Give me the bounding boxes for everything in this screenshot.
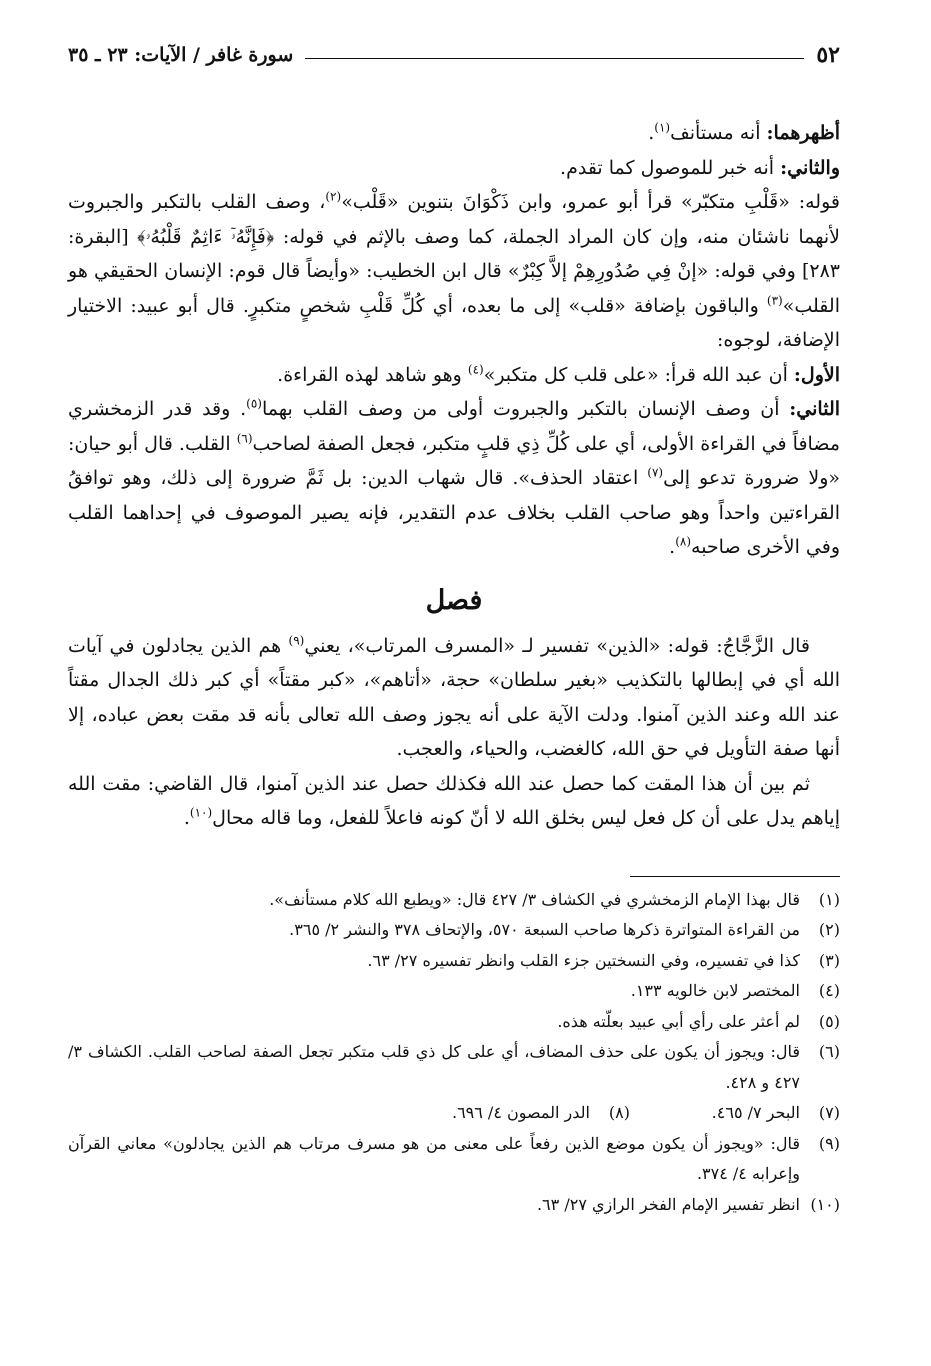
paragraph-tail: اعتقاد الحذف». قال شهاب الدين: بل ثَمَّ ضرورة إلى ذلك، وهو توافقُ القراءتين واحداً وهو صاحب القلب بخلاف عدم التقدير، فإنه يصير الموصوف في إحداهما القلب وفي الأخرى صاحبه: [68, 467, 840, 558]
footnote: [420, 1098, 630, 1129]
footnote: [68, 915, 840, 946]
footnote-number: (٢): [818, 920, 840, 939]
footnote-text: من القراءة المتواترة ذكرها صاحب السبعة ٥٧٠، والإتحاف ٣٧٨ والنشر ٢/ ٣٦٥.: [289, 920, 800, 939]
section-heading: فصل: [425, 584, 483, 616]
footnote-ref[interactable]: (٨): [675, 534, 692, 549]
footnote-separator: [630, 876, 840, 877]
footnote-number: (٥): [818, 1011, 840, 1031]
footnote: [68, 976, 840, 1007]
footnote-ref[interactable]: (٧): [647, 465, 664, 480]
paragraph: [68, 629, 840, 767]
footnote: [68, 885, 840, 916]
footnote: [68, 1190, 840, 1221]
footnote-ref[interactable]: (١): [654, 120, 671, 135]
paragraph-text: أن وصف الإنسان بالتكبر والجبروت أولى من وصف القلب بهما: [261, 398, 790, 420]
term-label: الثاني:: [789, 398, 841, 420]
paragraph-tail: وهو شاهد لهذه القراءة.: [277, 363, 468, 386]
paragraph-text: أنه مستأنف: [670, 122, 767, 144]
paragraph-tail: والباقون بإضافة «قلب» إلى ما بعده، أي كُلِّ قَلْبِ شخصٍ متكبرٍ. قال أبو عبيد: الاختيار الإضافة، لوجوه:: [68, 294, 840, 351]
paragraph-tail: هم الذين يجادلون في آيات الله أي في إبطالها بالتكذيب «بغير سلطان» حجة، «أتاهم»، «كبر مقتاً» أي كبر ذلك الجدال مقتاً عند الله وعند الذين آمنوا. ودلت الآية على أنه يجوز وصف الله تعالى بأنه قد مقت بعض عباده، إلا أنها صفة التأويل في حق الله، كالغضب، والحياء، والعجب.: [68, 634, 840, 760]
book-page: [68, 38, 840, 1220]
footnote-number: (٧): [818, 1103, 840, 1122]
footnote-number: (٩): [818, 1133, 840, 1153]
paragraph: [68, 151, 840, 186]
paragraph-text: ثم بين أن هذا المقت كما حصل عند الله فكذلك حصل عند الذين آمنوا، قال القاضي: مقت الله إياهم يدل على أن كل فعل ليس بخلق الله لا أنّ كونه فاعلاً للفعل، وما قاله محال: [68, 772, 840, 829]
main-text: [68, 116, 840, 836]
term-label: والثاني:: [780, 156, 840, 179]
footnote-text: انظر تفسير الإمام الفخر الرازي ٢٧/ ٦٣.: [536, 1194, 800, 1214]
footnote-ref[interactable]: (٢): [325, 189, 342, 204]
footnote: [630, 1098, 840, 1129]
footnote-number: (٨): [608, 1103, 630, 1122]
footnote: [68, 946, 840, 977]
paragraph-text: قال الزَّجَّاجُ: قوله: «الذين» تفسير لـ «المسرف المرتاب»، يعني: [304, 634, 810, 657]
footnote: [68, 1007, 840, 1038]
page-number: ٥٢: [816, 42, 840, 68]
chapter-title: سورة غافر / الآيات: ٢٣ ـ ٣٥: [68, 44, 294, 66]
footnote-number: (١): [818, 889, 840, 909]
footnote-text: قال: «ويجوز أن يكون موضع الذين رفعاً على معنى من هو مسرف مرتاب هم الذين يجادلون» معاني القرآن وإعرابه ٤/ ٣٧٤.: [68, 1133, 801, 1183]
paragraph-text: أنه خبر للموصول كما تقدم.: [560, 156, 781, 179]
paragraph-text: أن عبد الله قرأ: «على قلب كل متكبر»: [483, 363, 794, 386]
running-head: [68, 38, 840, 72]
footnote-pair: [68, 1098, 840, 1129]
header-rule: [305, 58, 804, 59]
footnote-ref[interactable]: (٩): [288, 633, 305, 648]
footnote-number: (١٠): [810, 1194, 840, 1214]
term-label: الأول:: [793, 363, 840, 386]
footnotes: [68, 885, 840, 1221]
term-label: أظهرهما:: [766, 122, 840, 144]
paragraph-text: قوله: «قَلْبِ متكبّر» قرأ أبو عمرو، وابن ذَكْوَانَ بتنوين «قَلْب»: [341, 191, 840, 213]
footnote-text: المختصر لابن خالويه ١٣٣.: [630, 981, 800, 1000]
footnote-text: الدر المصون ٤/ ٦٩٦.: [451, 1103, 590, 1122]
paragraph: [68, 767, 840, 836]
footnote-number: (٦): [818, 1042, 840, 1061]
footnote-text: البحر ٧/ ٤٦٥.: [711, 1103, 800, 1122]
footnote-ref[interactable]: (٦): [236, 431, 253, 446]
footnote-text: كذا في تفسيره، وفي النسختين جزء القلب وانظر تفسيره ٢٧/ ٦٣.: [367, 950, 800, 970]
paragraph-tail: . وقد قدر الزمخشري مضافاً في القراءة الأولى، أي على كُلِّ ذِي قلبٍ متكبر، فجعل الصفة لصاحب: [68, 398, 840, 455]
paragraph-tail: .: [669, 536, 676, 558]
footnote-ref[interactable]: (٥): [246, 396, 262, 411]
footnote-ref[interactable]: (٣): [766, 293, 783, 308]
footnote-text: قال بهذا الإمام الزمخشري في الكشاف ٣/ ٤٢٧ قال: «ويطبع الله كلام مستأنف».: [269, 889, 800, 909]
footnote: [68, 1129, 840, 1190]
footnote-text: لم أعثر على رأي أبي عبيد بعلّته هذه.: [557, 1011, 800, 1031]
paragraph: [68, 358, 840, 393]
footnote-ref[interactable]: (٤): [467, 362, 484, 377]
footnote-text: قال: ويجوز أن يكون على حذف المضاف، أي على كل ذي قلب متكبر تجعل الصفة لصاحب القلب. الكشاف ٣/ ٤٢٧ و ٤٢٨.: [68, 1042, 800, 1092]
paragraph: [68, 116, 840, 151]
paragraph-tail: .: [183, 807, 190, 829]
paragraph: [68, 185, 840, 358]
paragraph-tail: .: [648, 122, 655, 144]
paragraph-tail: ، وصف القلب بالتكبر والجبروت لأنهما ناشئان منه، وإن كان المراد الجملة، كما وصف بالإثم في قوله: ﴿فَإِنَّهُۥٓ ءَاثِمٌ قَلْبُهُۥ﴾ [البقرة: ٢٨٣] وفي قوله: «إنْ فِي صُدُورِهِمْ إلاَّ كِبْرٌ» قال ابن الخطيب: «وأيضاً قال قوم: الإنسان الحقيقي هو القلب»: [68, 191, 840, 317]
footnote-number: (٣): [818, 950, 840, 970]
paragraph-tail: القلب. قال أبو حيان: «ولا ضرورة تدعو إلى: [68, 432, 840, 489]
paragraph: [68, 392, 840, 565]
footnote-ref[interactable]: (١٠): [189, 805, 213, 820]
footnote-number: (٤): [818, 981, 840, 1000]
footnote: [68, 1037, 840, 1098]
